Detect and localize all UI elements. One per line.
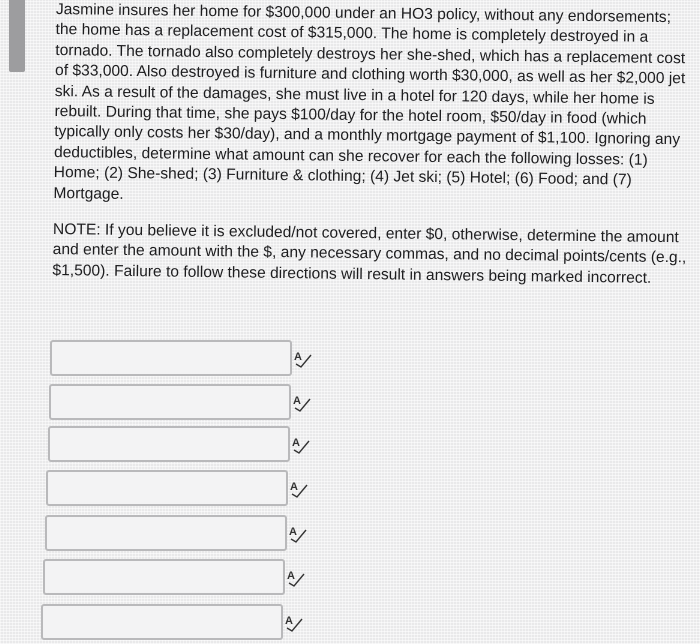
answer-input-jet-ski[interactable] (46, 470, 288, 506)
spellcheck-icon[interactable] (293, 350, 313, 368)
svg-text:A: A (285, 615, 293, 627)
spellcheck-icon[interactable] (284, 614, 304, 632)
svg-text:A: A (290, 481, 298, 493)
answer-input-home[interactable] (50, 340, 292, 376)
question-paragraph: Jasmine insures her home for $300,000 under an HO3 policy, without any endorsements; the home has a replacement cost of $315,000. The home is completely destroyed in a tornado. The tornado also completely destroys her she-shed, which has a replacement cost of $33,000. Also destroyed is furniture and clothing worth $30,000, as well as her $2,000 jet ski. As a result of the damages, she must live in a hotel for 120 days, while her home is rebuilt. During that time, she pays $100/day for the hotel room, $50/day in food (which typically only costs her $30/day), and a monthly mortgage payment of $1,100. Ignoring any deductibles, determine what amount can she recover for each the following losses: (1) Home; (2) She-shed; (3) Furniture & clothing; (4) Jet ski; (5) Hotel; (6) Food; and (7) Mortgage. (53, 0, 686, 203)
svg-text:A: A (287, 570, 295, 582)
spellcheck-icon[interactable] (292, 394, 312, 412)
answer-input-she-shed[interactable] (49, 384, 291, 420)
svg-text:A: A (294, 351, 302, 363)
svg-text:A: A (289, 526, 297, 538)
answer-input-hotel[interactable] (45, 515, 287, 551)
spellcheck-icon[interactable] (286, 569, 306, 587)
answer-input-food[interactable] (43, 559, 285, 595)
answer-input-mortgage[interactable] (41, 604, 283, 640)
svg-text:A: A (292, 437, 300, 449)
answer-input-furniture-clothing[interactable] (48, 426, 290, 462)
spellcheck-icon[interactable] (288, 525, 308, 543)
svg-text:A: A (293, 395, 301, 407)
question-note: NOTE: If you believe it is excluded/not covered, enter $0, otherwise, determine the amount and enter the amount with the $, any necessary commas, and no decimal points/cents (e.g., $1,500). Failure to follow these directions will result in answers being marked incorrect. (52, 221, 687, 287)
spellcheck-icon[interactable] (291, 436, 311, 454)
spellcheck-icon[interactable] (289, 480, 309, 498)
